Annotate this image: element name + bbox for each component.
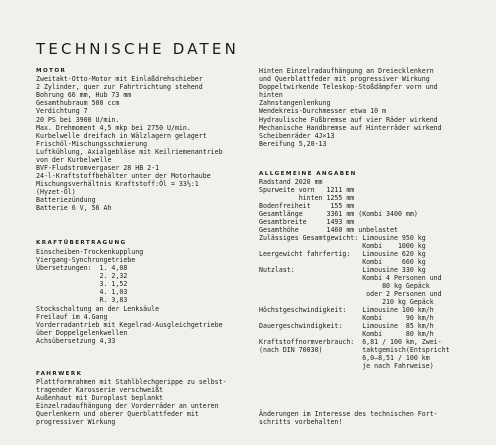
spec-line: Kurbelwelle dreifach in Wälzlagern gelagert xyxy=(36,132,207,140)
spec-line: Frischöl-Mischungsschmierung xyxy=(36,140,148,148)
spec-line: Dauergeschwindigkeit: Limousine 85 km/h xyxy=(259,322,434,330)
spec-line: Bohrung 66 mm, Hub 73 mm xyxy=(36,91,132,99)
spec-line: Scheibenräder 4J×13 xyxy=(259,132,335,140)
spec-line: 20 PS bei 3900 U/min. xyxy=(36,116,120,124)
section-heading: MOTOR xyxy=(36,68,67,74)
spec-line: Zweitakt-Otto-Motor mit Einlaßdrehschieber xyxy=(36,75,203,83)
spec-line: Vorderradantrieb mit Kegelrad-Ausgleichgetriebe xyxy=(36,321,223,329)
spec-line: Kombi 4 Personen und xyxy=(259,274,442,282)
spec-line: Zahnstangenlenkung xyxy=(259,99,331,107)
spec-line: Batterie 6 V, 56 Ah xyxy=(36,204,112,212)
spec-line: Spurweite vorn 1211 mm xyxy=(259,186,355,194)
spec-line: 2. 2,32 xyxy=(36,272,128,280)
spec-line: Änderungen im Interesse des technischen Fort- xyxy=(259,410,438,418)
spec-line: 210 kg Gepäck xyxy=(259,298,434,306)
spec-line: Kraftstoffnormverbrauch: 6,81 / 100 km, Zwei- xyxy=(259,338,442,346)
spec-line: Radstand 2020 mm xyxy=(259,178,323,186)
spec-line: Luftkühlung, Axialgebläse mit Keilriemenantrieb xyxy=(36,148,223,156)
spec-line: Kombi 90 km/h xyxy=(259,314,434,322)
spec-line: Freilauf im 4.Gang xyxy=(36,313,108,321)
spec-line: Gesamthubraum 500 ccm xyxy=(36,99,120,107)
spec-line: 3. 1,52 xyxy=(36,280,128,288)
page-title: TECHNISCHE DATEN xyxy=(36,40,240,58)
spec-line: Gesamtlänge 3361 mm (Kombi 3400 mm) xyxy=(259,210,418,218)
spec-line: Mechanische Handbremse auf Hinterräder wirkend xyxy=(259,124,442,132)
spec-line: (Hyzet-Öl) xyxy=(36,188,76,196)
spec-line: Viergang-Synchrongetriebe xyxy=(36,256,136,264)
spec-line: Gesamthöhe 1460 mm unbelastet xyxy=(259,226,398,234)
section-heading: KRAFTÜBERTRAGUNG xyxy=(36,240,127,246)
spec-line: Achsübersetzung 4,33 xyxy=(36,337,116,345)
spec-line: Max. Drehmoment 4,5 mkp bei 2750 U/min. xyxy=(36,124,191,132)
spec-line: Höchstgeschwindigkeit: Limousine 100 km/h xyxy=(259,306,434,314)
spec-line: Übersetzungen: 1. 4,08 xyxy=(36,264,128,272)
spec-line: tragender Karosserie verschweißt xyxy=(36,386,164,394)
spec-line: 80 kg Gepäck xyxy=(259,282,430,290)
spec-line: 24-l-Kraftstoffbehälter unter der Motorhaube xyxy=(36,172,211,180)
spec-line: 2 Zylinder, quer zur Fahrtrichtung stehend xyxy=(36,83,203,91)
spec-line: oder 2 Personen und xyxy=(259,290,442,298)
spec-line: BVF-Fludstromvergaser 28 HB 2-1 xyxy=(36,164,160,172)
spec-line: Bereifung 5,20-13 xyxy=(259,140,327,148)
spec-line: hinten xyxy=(259,91,283,99)
spec-line: (nach DIN 70030) taktgemisch(Entspricht xyxy=(259,346,450,354)
section-heading: ALLGEMEINE ANGABEN xyxy=(259,171,357,177)
spec-line: hinten 1255 mm xyxy=(259,194,355,202)
spec-line: von der Kurbelwelle xyxy=(36,156,112,164)
spec-line: Nutzlast: Limousine 330 kg xyxy=(259,266,426,274)
spec-line: Plattformrahmen mit Stahlblechgerippe zu selbst- xyxy=(36,378,227,386)
spec-line: Hinten Einzelradaufhängung an Dreiecklenkern xyxy=(259,67,434,75)
spec-line: Mischungsverhältnis Kraftstoff:Öl = 33⅓:1 xyxy=(36,180,199,188)
spec-line: schritts vorbehalten! xyxy=(259,418,343,426)
spec-line: Verdichtung 7 xyxy=(36,107,88,115)
spec-line: Wendekreis-Durchmesser etwa 10 m xyxy=(259,107,387,115)
spec-line: Außenhaut mit Duroplast beplankt xyxy=(36,394,164,402)
spec-line: und Querblattfeder mit progressiver Wirkung xyxy=(259,75,430,83)
spec-line: progressiver Wirkung xyxy=(36,418,116,426)
spec-line: Einzelradaufhängung der Vorderräder an unteren xyxy=(36,402,219,410)
spec-line: 6,0–8,51 / 100 km xyxy=(259,354,430,362)
spec-line: Gesamtbreite 1493 mm xyxy=(259,218,355,226)
spec-line: Doppeltwirkende Teleskop-Stoßdämpfer vorn und xyxy=(259,83,438,91)
spec-line: Kombi 660 kg xyxy=(259,258,426,266)
spec-line: über Doppelgelenkwellen xyxy=(36,329,128,337)
section-heading: FAHRWERK xyxy=(36,371,83,377)
spec-line: Hydraulische Fußbremse auf vier Räder wirkend xyxy=(259,116,438,124)
spec-line: Bodenfreiheit 155 mm xyxy=(259,202,355,210)
spec-line: 4. 1,03 xyxy=(36,288,128,296)
spec-line: Stockschaltung an der Lenksäule xyxy=(36,305,160,313)
spec-line: R. 3,83 xyxy=(36,296,128,304)
spec-line: Einscheiben-Trockenkupplung xyxy=(36,248,144,256)
spec-line: Kombi 1000 kg xyxy=(259,242,426,250)
spec-line: Querlenkern und oberer Querblattfeder mit xyxy=(36,410,199,418)
spec-line: Kombi 80 km/h xyxy=(259,330,434,338)
spec-line: je nach Fahrweise) xyxy=(259,362,434,370)
spec-line: Zulässiges Gesamtgewicht: Limousine 950 kg xyxy=(259,234,426,242)
spec-line: Batteriezündung xyxy=(36,196,96,204)
spec-line: Leergewicht fahrfertig: Limousine 620 kg xyxy=(259,250,426,258)
